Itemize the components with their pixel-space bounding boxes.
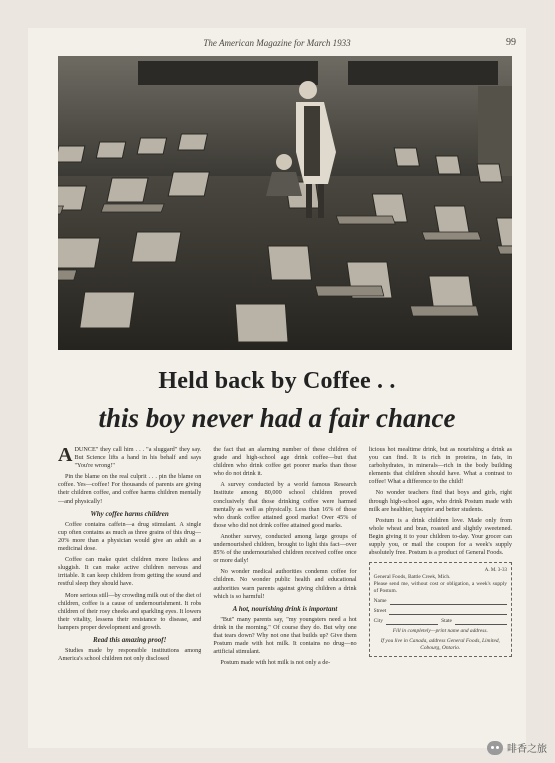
coupon-city-label: City (373, 618, 383, 625)
paragraph: Coffee contains caffein—a drug stimulant. A single cup often contains as much as three grains of this drug—20% more than a physician would give an adult as a medicinal dose. (58, 520, 202, 553)
paragraph: No wonder medical authorities condemn coffee for children. No wonder public health and educational authorities warn parents against giving children a drink which is so harmful! (213, 568, 357, 600)
magazine-page (28, 28, 526, 748)
mail-coupon (369, 562, 512, 657)
paragraph: Studies made by responsible institutions among America's school children not only disclosed (58, 647, 202, 663)
paragraph: More serious still—by crowding milk out of the diet of children, coffee is a cause of undernourishment. It robs children of their rosy cheeks and sparkling eyes. It lowers their vitality, lessens their resistance to disease, and hampers proper development and growth. (58, 591, 202, 631)
classroom-illustration (58, 56, 512, 350)
headline-main: Held back by Coffee . . (158, 368, 396, 394)
paragraph: A survey conducted by a world famous Research Institute among 80,000 school children proved conclusively that those drinking coffee were harmed mentally as well as physically. Less than 16% of those who drank coffee attained good marks! Over 45% of those who did not drink coffee attained good marks. (213, 481, 357, 529)
wechat-icon (487, 741, 503, 755)
column-3 (369, 446, 512, 746)
classroom-photo (58, 56, 512, 350)
coupon-request: Please send me, without cost or obligation, a week's supply of Postum. (373, 581, 507, 595)
headline-sub: this boy never had a fair chance (98, 403, 456, 433)
drop-cap: A (58, 446, 73, 466)
body-columns (58, 446, 512, 746)
section-heading: Why coffee harms children (90, 509, 169, 518)
running-head: The American Magazine for March 1933 (203, 38, 351, 48)
coupon-code: A. M. 3-33 (484, 568, 507, 574)
paragraph: licious hot mealtime drink, but as nourishing a drink as you can find. It is rich in proteins, in fats, in carbohydrates, in minerals—rich in the body building elements that children should have. What a contrast to coffee! What a difference to the child! (368, 446, 512, 486)
paragraph: the fact that an alarming number of these children of grade and high-school age drink coffee—but that children who drink coffee get poorer marks than those who do not drink it. (213, 446, 357, 478)
coupon-state-label: State (441, 618, 452, 625)
section-heading: A hot, nourishing drink is important (232, 604, 338, 613)
watermark-text: 啡香之旅 (507, 744, 547, 755)
paragraph (58, 446, 201, 470)
watermark (487, 740, 547, 755)
paragraph: Postum made with hot milk is not only a de- (220, 659, 331, 667)
paragraph-text: DUNCE" they call him . . . "a sluggard" they say. But Science lifts a hand in his behalf and says "You're wrong!" (74, 446, 202, 470)
coupon-address: General Foods, Battle Creek, Mich. (373, 574, 451, 581)
paragraph: Another survey, conducted among large groups of undernourished children, brought to light this fact—over 85% of the undernourished children received coffee once or more daily! (213, 532, 357, 565)
paragraph: Postum is a drink children love. Made only from whole wheat and bran, roasted and slightly sweetened. Begin giving it to your children to-day. Your grocer can supply you, or mail the coupon for a week's supply absolutely free. Postum is a product of General Foods. (368, 516, 512, 557)
coupon-note: Fill in completely—print name and address. (392, 628, 488, 635)
section-heading: Read this amazing proof! (93, 635, 167, 644)
coupon-street-label: Street (373, 608, 387, 615)
coupon-city-state-line[interactable] (374, 618, 507, 625)
column-2 (213, 446, 356, 746)
page-number: 99 (506, 37, 516, 48)
paragraph: Pin the blame on the real culprit . . . pin the blame on coffee. Yes—coffee! For thousands of parents are giving their children coffee, and coffee harms children mentally—and physically! (58, 473, 202, 505)
paragraph: No wonder teachers find that boys and girls, right through high-school ages, who drink Postum made with milk are healthier, happier and better students. (368, 489, 512, 513)
column-1 (58, 446, 201, 746)
coupon-name-line[interactable] (374, 598, 507, 605)
coupon-canada-note: If you live in Canada, address General Foods, Limited, Cobourg, Ontario. (380, 638, 500, 652)
paragraph: "But" many parents say, "my youngsters need a hot drink in the morning." Of course they do. But why one that tears down? Why not one that builds up? Give them Postum made with hot milk. It contains no drug—no artificial stimulant. (213, 615, 357, 656)
paragraph: Coffee can make quiet children more listless and sluggish. It can make active children nervous and irritable. It can keep children from getting the sound and restful sleep they should have. (58, 556, 202, 588)
coupon-name-label: Name (373, 598, 387, 605)
coupon-street-line[interactable] (374, 608, 507, 615)
